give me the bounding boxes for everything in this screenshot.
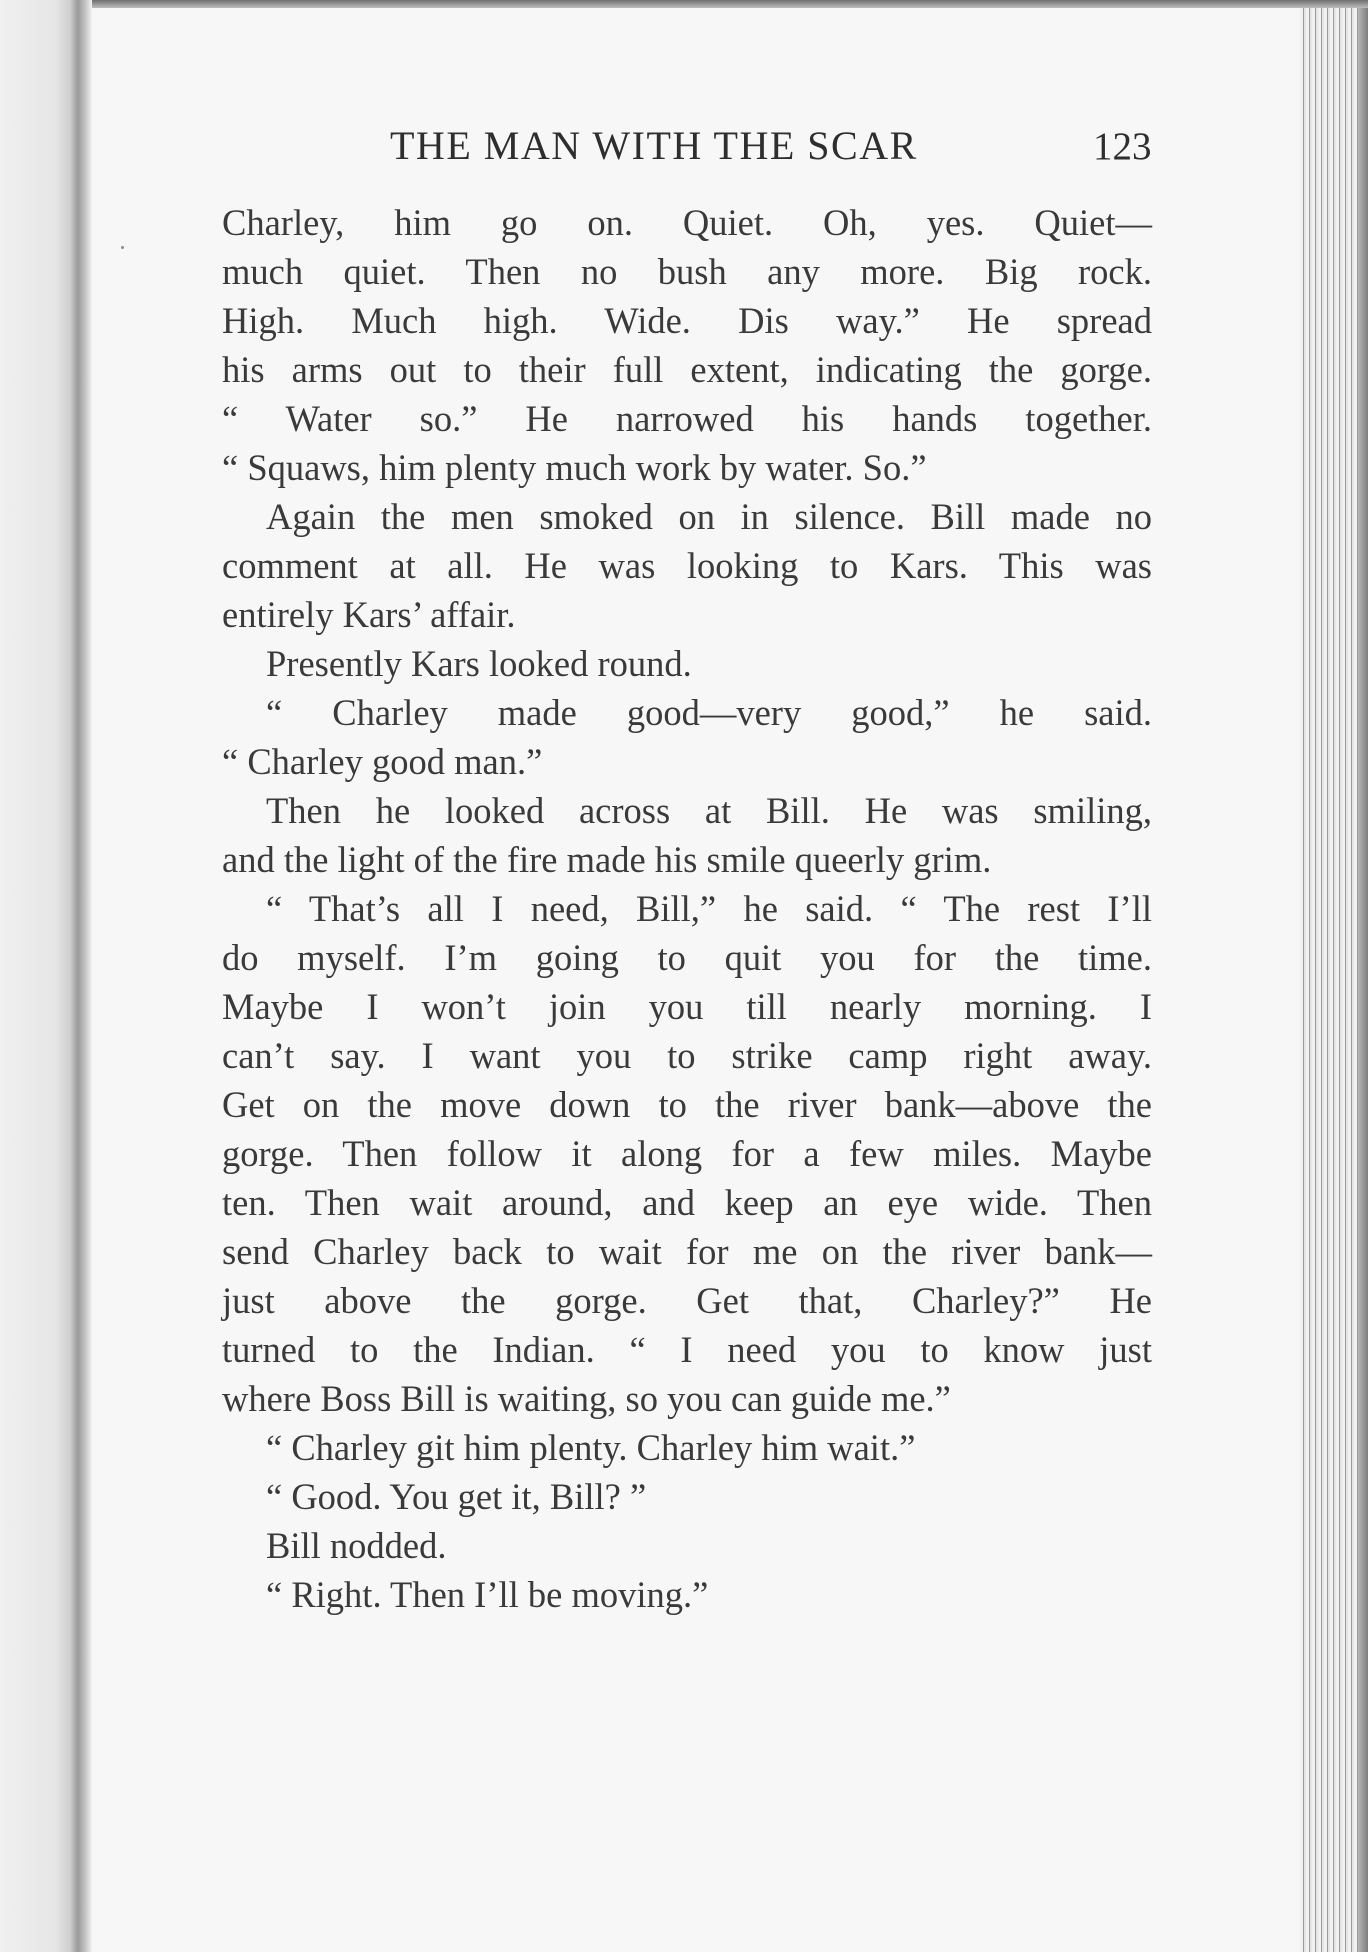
text-line: “ That’s all I need, Bill,” he said. “ The rest I’ll — [266, 888, 1152, 929]
text-line: turned to the Indian. “ I need you to know just — [222, 1329, 1152, 1370]
text-line: “ Squaws, him plenty much work by water. So.” — [222, 447, 927, 488]
text-line: “ Charley good man.” — [222, 741, 543, 782]
scan-top-edge — [0, 0, 1368, 8]
body-text — [222, 198, 1152, 1619]
text-line: Bill nodded. — [266, 1525, 447, 1566]
text-line: “ Right. Then I’ll be moving.” — [266, 1574, 709, 1615]
text-line: ten. Then wait around, and keep an eye wide. Then — [222, 1182, 1152, 1223]
text-line: “ Water so.” He narrowed his hands together. — [222, 398, 1152, 439]
text-line: “ Charley made good—very good,” he said. — [266, 692, 1152, 733]
text-line: gorge. Then follow it along for a few miles. Maybe — [222, 1133, 1152, 1174]
text-line: do myself. I’m going to quit you for the time. — [222, 937, 1152, 978]
text-line: comment at all. He was looking to Kars. This was — [222, 545, 1152, 586]
text-line: can’t say. I want you to strike camp right away. — [222, 1035, 1152, 1076]
text-line: Then he looked across at Bill. He was smiling, — [266, 790, 1152, 831]
book-gutter — [0, 0, 92, 1952]
text-line: Maybe I won’t join you till nearly morning. I — [222, 986, 1152, 1027]
text-line: send Charley back to wait for me on the river bank— — [222, 1231, 1152, 1272]
book-fore-edge — [1300, 8, 1368, 1952]
text-line: much quiet. Then no bush any more. Big rock. — [222, 251, 1152, 292]
text-line: and the light of the fire made his smile queerly grim. — [222, 839, 992, 880]
scan-speck — [121, 246, 124, 249]
text-line: just above the gorge. Get that, Charley?” He — [222, 1280, 1152, 1321]
text-line: Presently Kars looked round. — [266, 643, 692, 684]
page-number: 123 — [1093, 125, 1152, 168]
text-line: “ Charley git him plenty. Charley him wait.” — [266, 1427, 916, 1468]
text-line: High. Much high. Wide. Dis way.” He spread — [222, 300, 1152, 341]
text-line: “ Good. You get it, Bill? ” — [266, 1476, 647, 1517]
text-line: entirely Kars’ affair. — [222, 594, 516, 635]
text-line: Charley, him go on. Quiet. Oh, yes. Quiet— — [222, 202, 1152, 243]
text-line: where Boss Bill is waiting, so you can guide me.” — [222, 1378, 951, 1419]
text-line: his arms out to their full extent, indicating the gorge. — [222, 349, 1152, 390]
running-head: THE MAN WITH THE SCAR — [390, 123, 918, 168]
text-line: Get on the move down to the river bank—above the — [222, 1084, 1152, 1125]
text-line: Again the men smoked on in silence. Bill made no — [266, 496, 1152, 537]
